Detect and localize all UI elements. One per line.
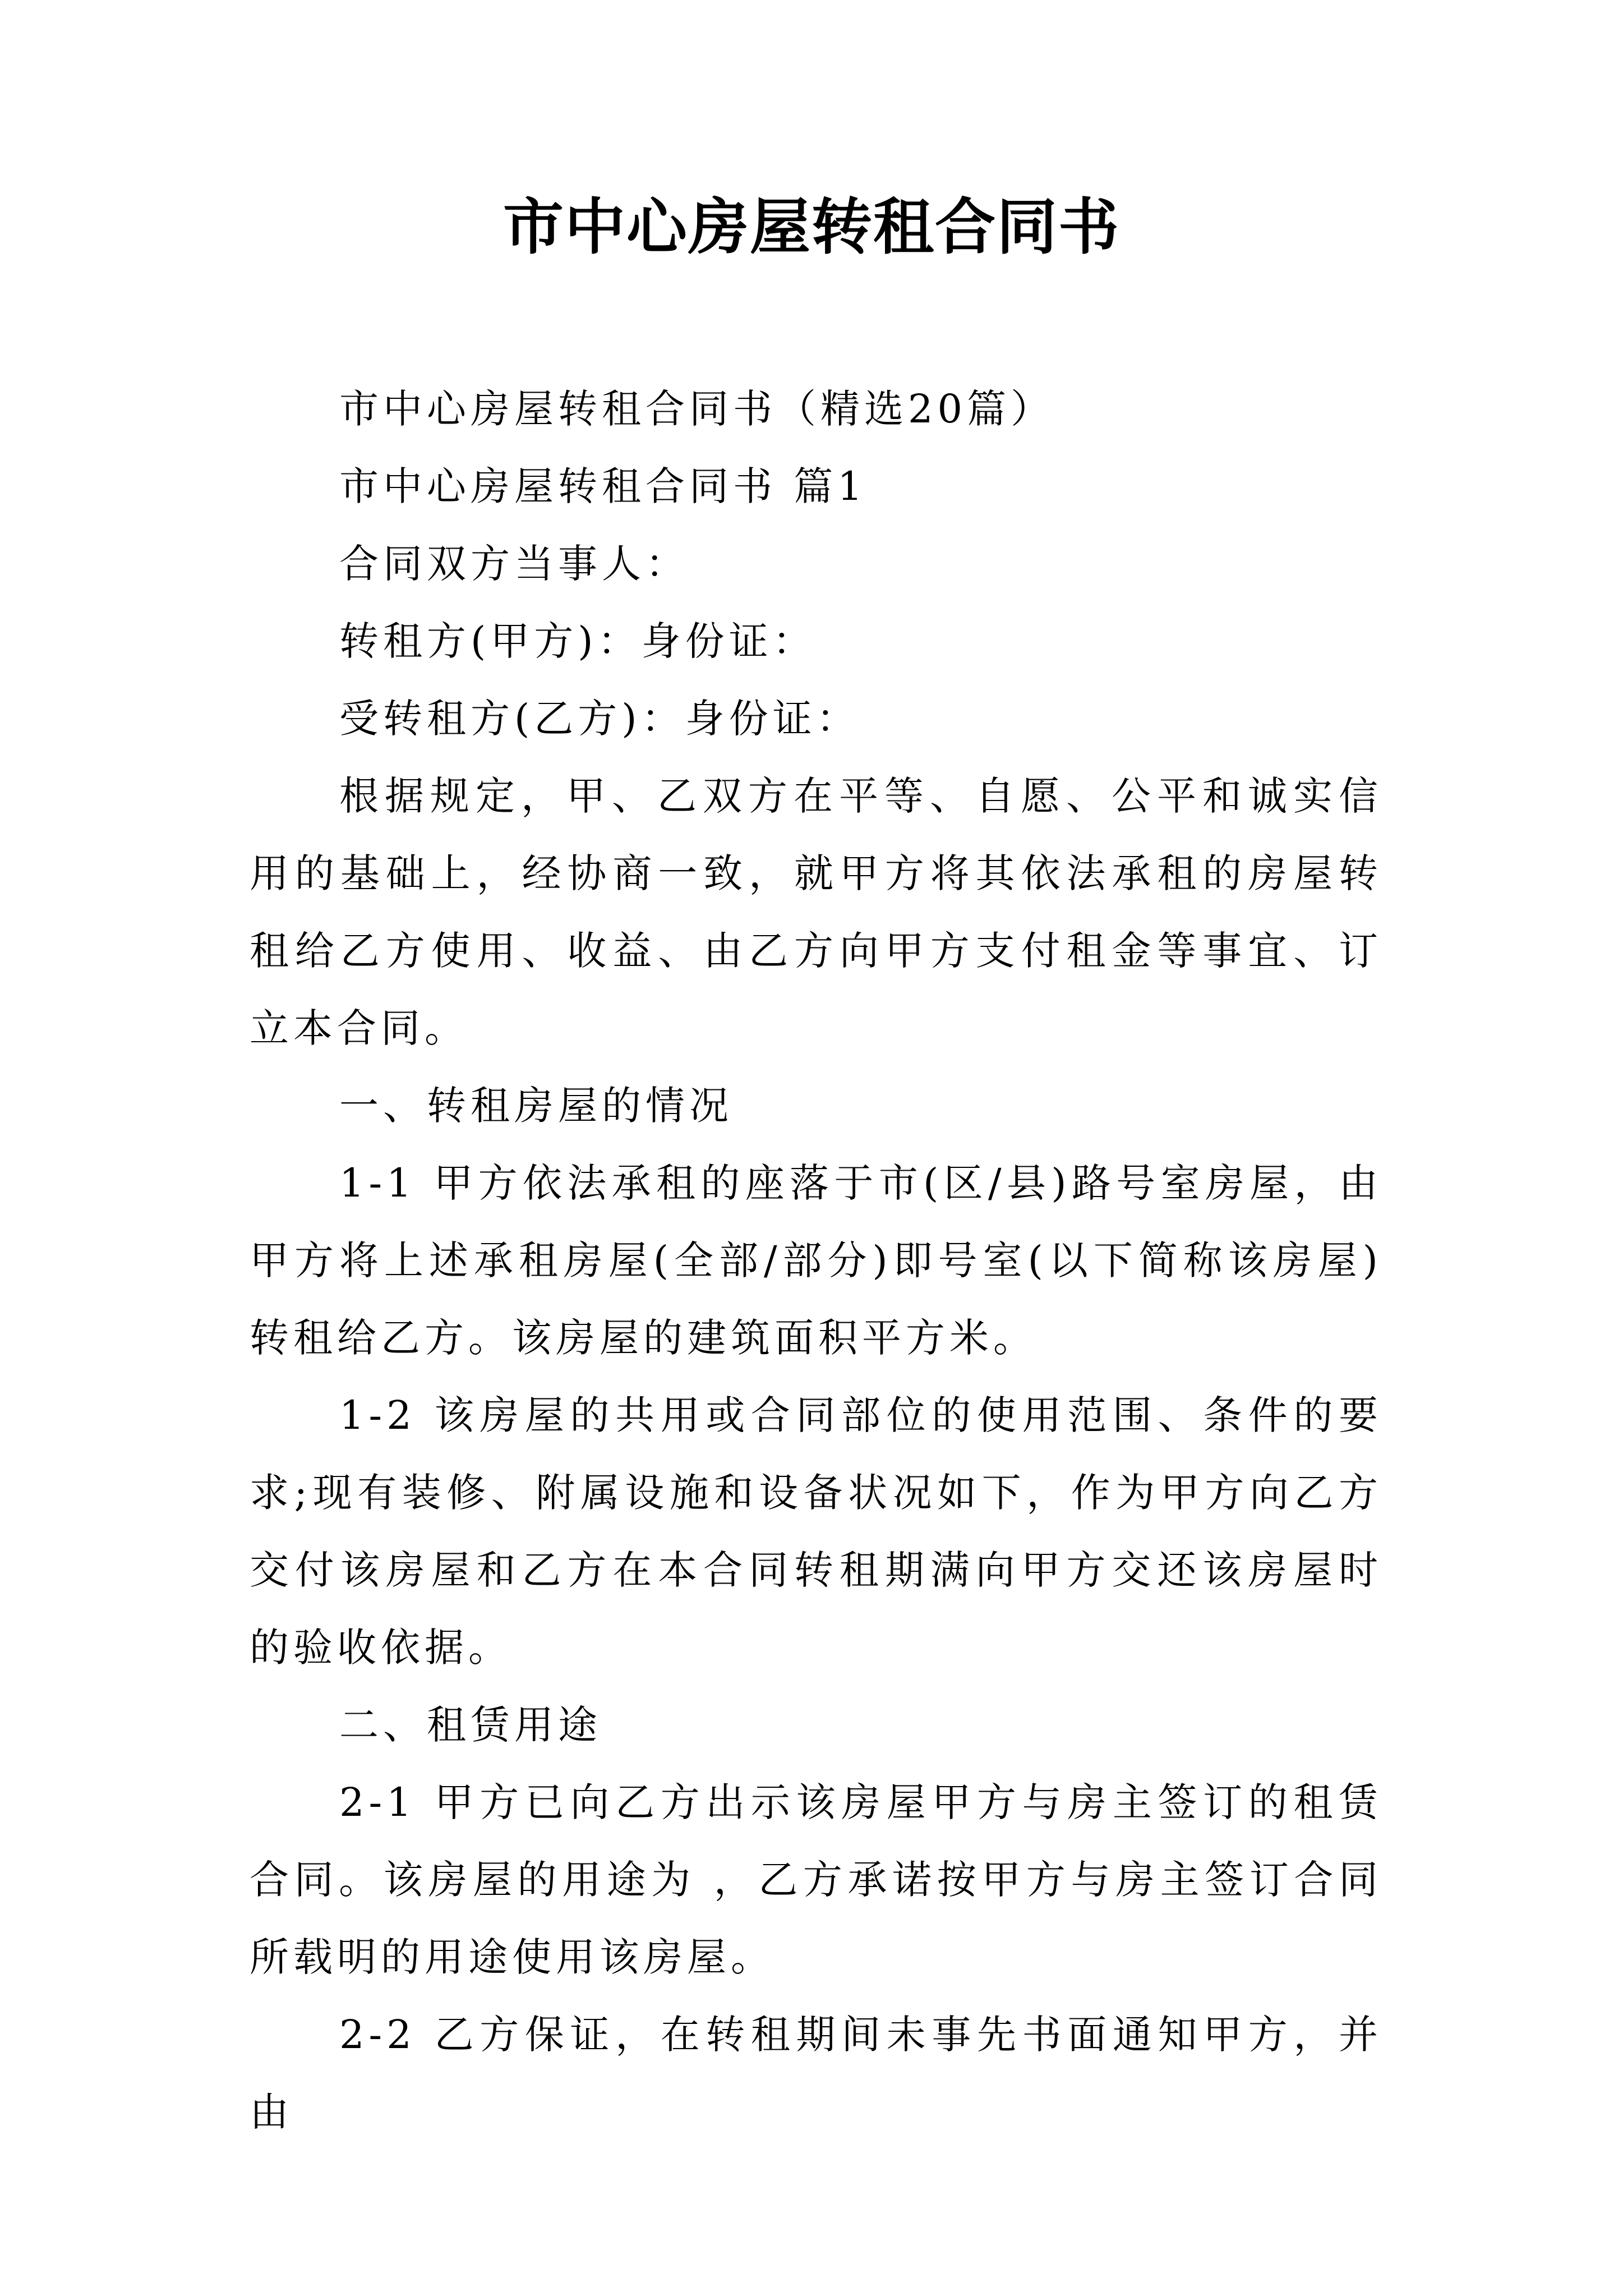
paragraph-clause-1-2: 1-2 该房屋的共用或合同部位的使用范围、条件的要求;现有装修、附属设施和设备状况如下，作为甲方向乙方交付该房屋和乙方在本合同转租期满向甲方交还该房屋时的验收依据。 (250, 1392, 1382, 1671)
document-title: 市中心房屋转租合同书 (502, 192, 1120, 263)
paragraph-clause-2-1: 2-1 甲方已向乙方出示该房屋甲方与房主签订的租赁合同。该房屋的用途为 ，乙方承诺按甲方与房主签订合同所载明的用途使用该房屋。 (250, 1779, 1382, 1980)
document-body (250, 370, 1382, 2151)
paragraph-clause-heading-1: 一、转租房屋的情况 (339, 1083, 733, 1129)
paragraph-clause-2-2: 2-2 乙方保证，在转租期间未事先书面通知甲方，并由 (250, 2012, 1382, 2135)
paragraph-subtitle: 市中心房屋转租合同书（精选20篇） (339, 386, 1055, 432)
paragraph-parties-heading: 合同双方当事人： (339, 541, 689, 587)
paragraph-party-a: 转租方(甲方)：身份证： (339, 618, 817, 664)
paragraph-party-b: 受转租方(乙方)：身份证： (339, 696, 860, 742)
paragraph-preamble: 根据规定，甲、乙双方在平等、自愿、公平和诚实信用的基础上，经协商一致，就甲方将其依法承租的房屋转租给乙方使用、收益、由乙方向甲方支付租金等事宜、订立本合同。 (250, 773, 1382, 1051)
paragraph-clause-1-1: 1-1 甲方依法承租的座落于市(区/县)路号室房屋，由甲方将上述承租房屋(全部/部分)即号室(以下简称该房屋)转租给乙方。该房屋的建筑面积平方米。 (250, 1160, 1382, 1361)
paragraph-section-heading: 市中心房屋转租合同书 篇1 (339, 463, 867, 509)
paragraph-clause-heading-2: 二、租赁用途 (339, 1702, 602, 1748)
